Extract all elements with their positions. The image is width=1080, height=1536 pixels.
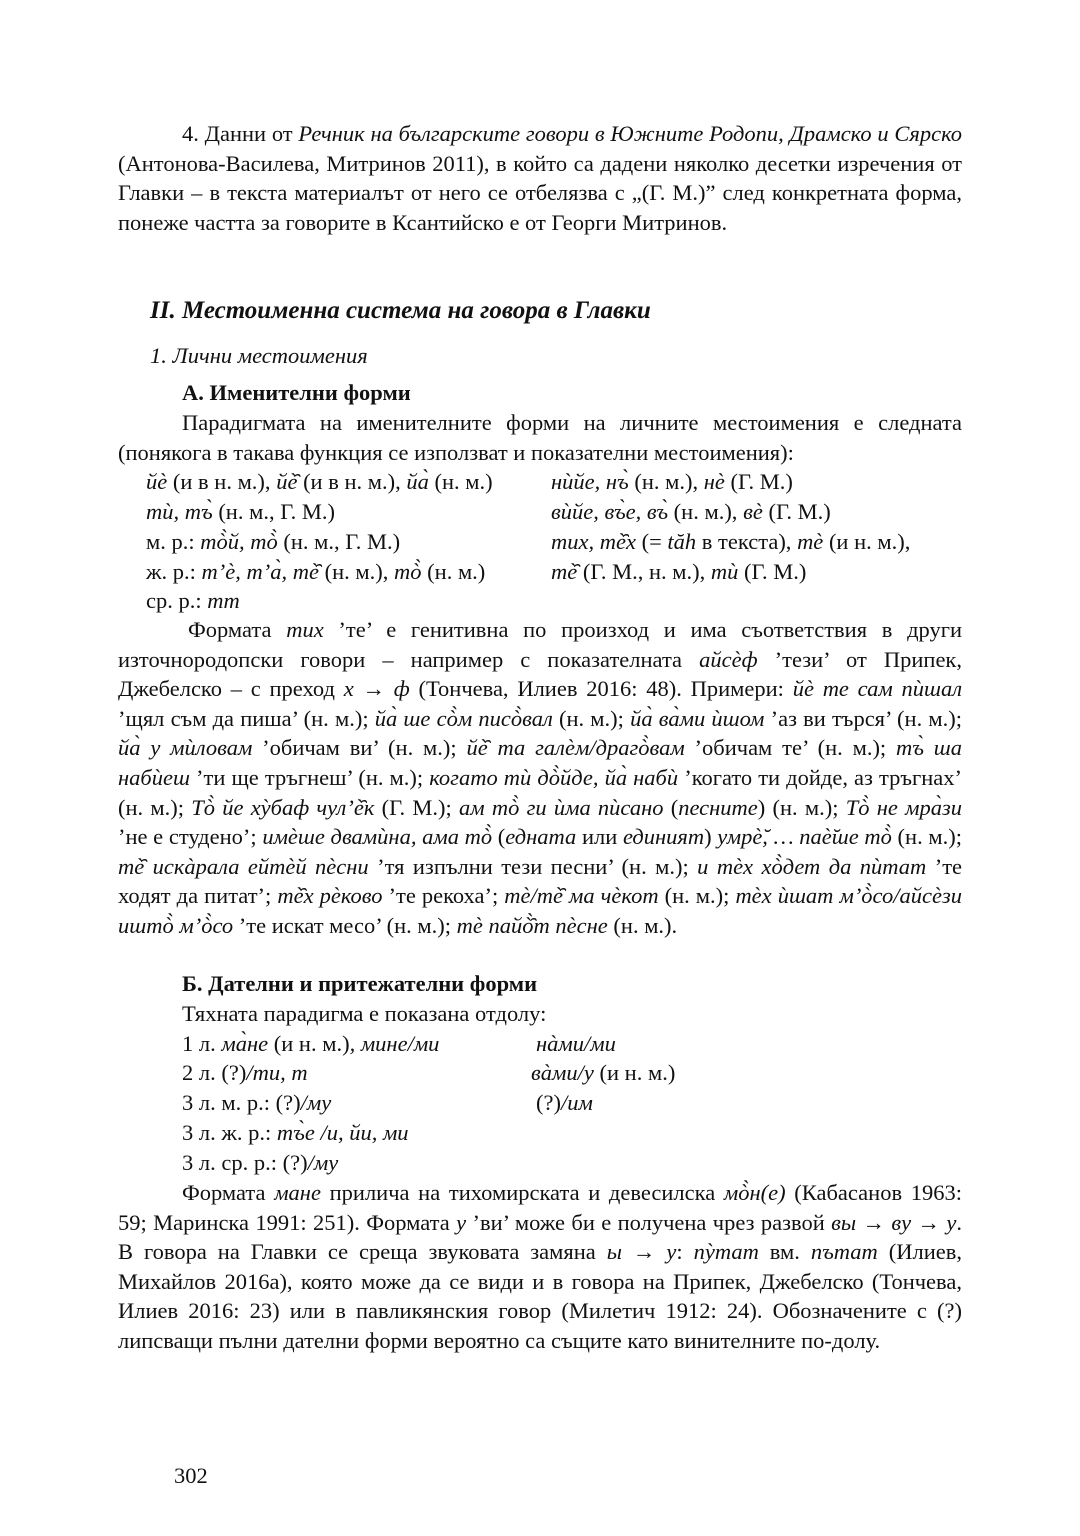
text-run: tăh	[667, 529, 697, 554]
text-run: ’ви’ може би е получена чрез развой	[466, 1209, 832, 1235]
text-run: пỳтат	[693, 1239, 759, 1265]
text-run: йа̀ ше сò̀м писò̀вал	[374, 705, 553, 731]
text-run: 1 л.	[182, 1031, 222, 1056]
text-run: (и в н. м.),	[297, 469, 407, 494]
text-run: (н. м.)	[421, 559, 486, 584]
text-run: ) (н. м.);	[757, 794, 846, 820]
text-run: и тѐх хò̀дет да пѝтат	[697, 853, 927, 879]
text-run: айсѐф	[699, 646, 758, 672]
text-run: . В говора на Главки се среща звуковата замяна	[118, 1209, 963, 1265]
text-run: 3 л. ср. р.: (?)	[182, 1150, 308, 1175]
text-run: тѐ̑	[551, 559, 578, 584]
text-run: пътат	[810, 1239, 878, 1265]
text-run: прилича на тихомирската и девесилска	[320, 1180, 724, 1205]
text-run: (Тончева, Илиев 2016: 48). Примери:	[409, 676, 793, 702]
intro-paragraph	[118, 119, 962, 237]
text-run: (н. м., Г. М.)	[277, 529, 401, 554]
text-run: в текста),	[696, 529, 798, 554]
text-run: →	[353, 676, 394, 702]
heading-nominative: А. Именителни форми	[182, 380, 411, 405]
text-run: (н. м.);	[552, 705, 631, 731]
text-run: тѝ, тъ̀	[146, 499, 213, 524]
paradigm-row	[536, 1029, 616, 1059]
text-run: мане	[274, 1180, 321, 1205]
text-run: ’ти ще тръгнеш’ (н. м.);	[189, 764, 430, 790]
text-run: (н. м.),	[319, 559, 395, 584]
text-run: (Илиев, Михайлов 2016а), която може да се види и в говора на Припек, Джебелско (Тончева, Илиев 2016: 23) или в павликянския говор (Милетич 1912: 24). Обозначените с (?) липсващи пълни дателни форми вероятно са същите като винителните по-долу.	[118, 1239, 962, 1353]
paradigm-row	[551, 557, 806, 587]
text-run: (Кабасанов 1963: 59; Маринска 1991: 251). Формата	[118, 1180, 962, 1235]
text-run: х	[343, 676, 354, 702]
text-run: /му	[307, 1150, 339, 1175]
text-run: ’аз ви търся’ (н. м.);	[764, 705, 962, 731]
text-run: умрѐ̆, … паѐ̆ше тò̀	[717, 824, 892, 850]
text-run: вы	[831, 1209, 857, 1235]
text-run: йѐ те сам пѝшал	[792, 676, 963, 702]
text-run: (Г. М.);	[374, 794, 460, 820]
text-run: тѐ/тѐ̑ ма чѐкот	[504, 883, 659, 909]
text-run: ’те ходят да питат’;	[118, 853, 963, 909]
text-run: (н. м.);	[891, 824, 962, 850]
text-run: ж. р.:	[146, 559, 202, 584]
text-run: (н. м.).	[607, 912, 678, 938]
text-run: ’те искат месо’ (н. м.);	[233, 912, 457, 938]
page-number: 302	[174, 1463, 208, 1488]
text-run: (и н. м.),	[823, 529, 911, 554]
paradigm-row	[551, 527, 910, 557]
text-run: ’обичам ви’ (н. м.);	[252, 735, 467, 761]
text-run: мò̀н(е)	[723, 1180, 786, 1205]
text-run: →	[621, 1239, 667, 1265]
text-run: (?)	[536, 1090, 561, 1115]
text-run: (Г. М., н. м.),	[577, 559, 711, 584]
paradigm-row	[146, 527, 400, 557]
paradigm-row	[146, 497, 335, 527]
section-title: II. Местоименна система на говора в Главки	[150, 297, 651, 324]
text-run: тих	[286, 617, 324, 642]
text-run: (Г. М.)	[738, 559, 807, 584]
text-run: единият	[622, 824, 705, 850]
text-run: йѐ̑ та галѐм/драгò̀вам	[466, 735, 685, 761]
paradigm-row	[536, 1088, 593, 1118]
text-run: имѐше двамѝна, ама тò̀	[262, 824, 493, 850]
text-run: :	[676, 1239, 694, 1265]
text-run: Тò̀ йе хỳбаф чул’ѐ̑к	[191, 794, 375, 820]
text-run: вѝйе, въ̀е, въ̀	[551, 499, 669, 524]
text-run: тѐ	[797, 529, 824, 554]
text-run: ы	[606, 1239, 622, 1265]
text-run: йа̀	[406, 469, 429, 494]
text-run: йѐ̑	[276, 469, 298, 494]
text-run: у	[456, 1209, 467, 1235]
paradigm-row	[182, 1029, 439, 1059]
paradigm-row	[551, 467, 793, 497]
dative-intro: Тяхната парадигма е показана отдолу:	[182, 1001, 547, 1026]
text-run: 3 л. м. р.: (?)	[182, 1090, 301, 1115]
text-run: Тò̀ не мра̀зи	[845, 794, 963, 820]
text-run: (н. м.)	[428, 469, 493, 494]
paradigm-row	[146, 557, 485, 587]
text-run: (и в н. м.),	[167, 469, 277, 494]
text-run: ’когато ти дойде, аз тръгнах’ (н. м.);	[118, 764, 962, 820]
text-run: (=	[635, 529, 668, 554]
dative-discussion	[118, 1178, 962, 1356]
text-run: тих, тѐ̑х	[551, 529, 636, 554]
text-run: йѐ	[146, 469, 168, 494]
text-run: ’щял съм да пиша’ (н. м.);	[118, 705, 375, 731]
text-run: )	[704, 824, 718, 850]
subsection-title: 1. Лични местоимения	[150, 343, 368, 368]
text-run: нѝйе, нъ̀	[551, 469, 629, 494]
text-run: /ти, т	[246, 1060, 308, 1085]
text-run: (	[663, 794, 679, 820]
text-run: (н. м.);	[658, 883, 736, 909]
heading-dative: Б. Дателни и притежателни форми	[182, 971, 538, 996]
text-run: ’тези’ от Припек, Джебелско – с преход	[118, 646, 962, 702]
text-run: вѐ	[743, 499, 763, 524]
text-run: (и н. м.)	[268, 1031, 350, 1056]
text-run: Формата	[182, 1180, 275, 1205]
text-run: тѐх ѝшат м’ò̀со/айсѐзи иштò̀ м’ò̀со	[118, 883, 962, 938]
text-run: ’те рекоха’;	[382, 883, 505, 909]
text-run: тѐ̑ искàрала ейтѐй пѐсни	[118, 853, 369, 879]
text-run: (н. м.),	[628, 469, 704, 494]
nominative-intro: Парадигмата на именителните форми на личните местоимения е следната (понякога в такава функция се използват и показателни местоимения):	[118, 410, 962, 465]
text-run: песните	[678, 794, 758, 820]
text-run: →	[856, 1209, 892, 1235]
text-run: ср. р.:	[146, 588, 208, 613]
text-run: тѐ̑х рѐково	[277, 883, 383, 909]
text-run: тò̀й, тò̀	[200, 529, 278, 554]
text-run: или	[576, 824, 623, 850]
text-run: т’ѐ, т’а̀, тѐ̑	[201, 559, 320, 584]
text-run: ’тя изпълни тези песни’ (н. м.);	[368, 853, 698, 879]
text-run: →	[911, 1209, 947, 1235]
text-run: ’те’ е генитивна по произход и има съответствия в други източнородопски говори – например с показателната	[118, 617, 962, 672]
text-run: нàми/ми	[536, 1031, 616, 1056]
text-run: ’обичам те’ (н. м.);	[684, 735, 897, 761]
text-run: (Г. М.)	[762, 499, 831, 524]
text-run: тъ̀е /и, йи, ми	[276, 1120, 409, 1145]
text-run: ма̀не	[221, 1031, 269, 1056]
paradigm-row	[182, 1088, 331, 1118]
text-run: нѐ	[703, 469, 725, 494]
text-run: тт	[207, 588, 240, 613]
text-run: тѐ пайò̑̀т пѐсне	[456, 912, 608, 938]
text-run: (н. м., Г. М.)	[212, 499, 336, 524]
text-run: тò̀	[394, 559, 422, 584]
text-run: ву	[891, 1209, 912, 1235]
text-run: /им	[560, 1090, 593, 1115]
paradigm-row	[146, 467, 493, 497]
text-run: (Г. М.)	[724, 469, 793, 494]
text-run: (и н. м.)	[593, 1060, 676, 1085]
text-run: йа̀ у мѝловам	[118, 735, 253, 761]
text-run: едната	[505, 824, 577, 850]
source-item-4: 4. Данни от Речник на българските говори в Южните Родопи, Драмско и Сярско (Антонова-Василева, Митринов 2011), в който са дадени няколко десетки изречения от Главки – в текста материалът от него се отбелязва с „(Г. М.)” след конкретната форма, понеже частта за говорите в Ксантийско е от Георги Митринов.	[118, 121, 962, 235]
paradigm-row	[551, 497, 831, 527]
paradigm-row	[182, 1118, 409, 1148]
text-run: 3 л. ж. р.:	[182, 1120, 277, 1145]
text-run: ф	[393, 676, 410, 702]
text-run: у	[666, 1239, 677, 1265]
examples-paragraph	[118, 615, 962, 941]
text-run: (н. м.),	[668, 499, 744, 524]
text-run: ’не е студено’;	[118, 824, 263, 850]
text-run: вм.	[758, 1239, 811, 1265]
text-run: 2 л. (?)	[182, 1060, 247, 1085]
paradigm-row	[146, 586, 240, 616]
text-run: тъ̀ ша набѝеш	[118, 735, 963, 790]
paradigm-row	[531, 1058, 675, 1088]
text-run: у	[946, 1209, 957, 1235]
text-run: тѝ	[710, 559, 739, 584]
text-run: м. р.:	[146, 529, 201, 554]
paradigm-row	[182, 1058, 308, 1088]
text-run: , мине/ми	[349, 1031, 440, 1056]
text-run: Формата	[188, 617, 287, 642]
text-run: (	[492, 824, 506, 850]
paradigm-row	[182, 1148, 338, 1178]
text-run: /му	[300, 1090, 332, 1115]
text-run: когато тѝ дò̀йде, йа̀ набѝ	[429, 764, 679, 790]
text-run: йа̀ ва̀ми ѝшом	[630, 705, 765, 731]
text-run: ам тò̀ ги ѝма пѝсано	[459, 794, 664, 820]
text-run: вàми/у	[531, 1060, 594, 1085]
